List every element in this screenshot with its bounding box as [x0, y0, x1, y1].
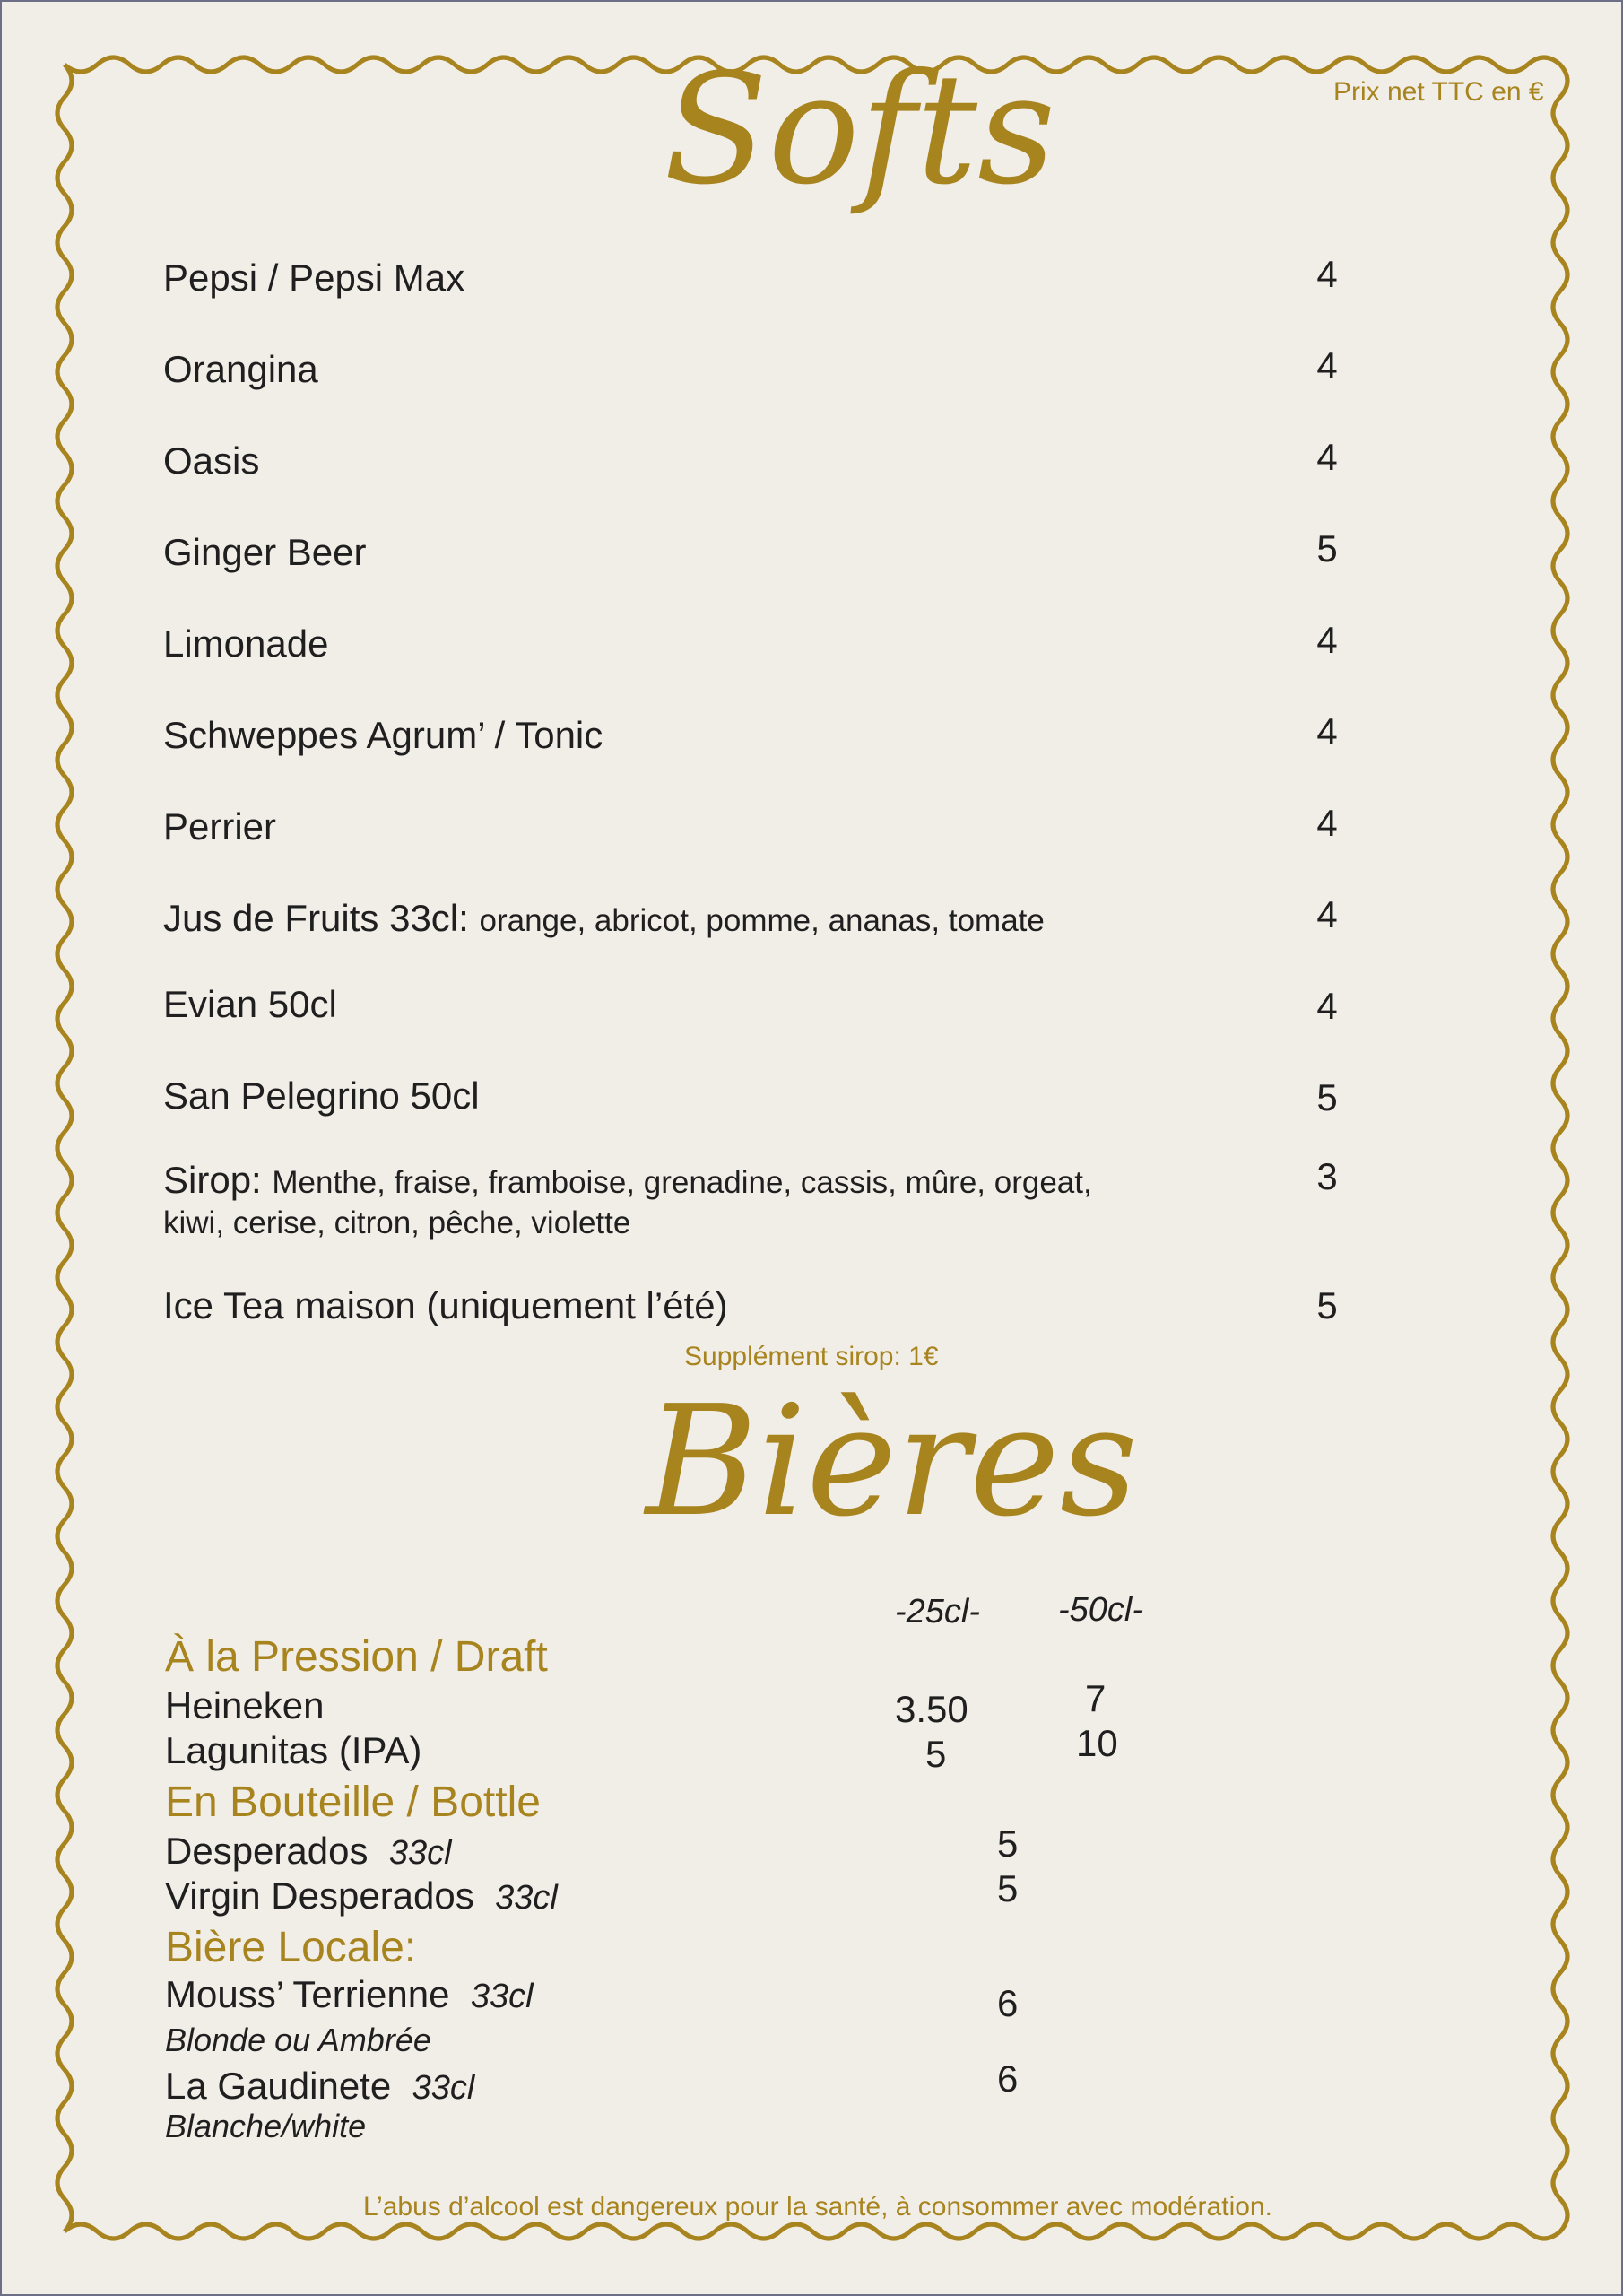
- item-detail-line2: kiwi, cerise, citron, pêche, violette: [163, 1205, 631, 1240]
- list-item: Ginger Beer: [163, 531, 367, 573]
- list-item: Evian 50cl: [163, 983, 337, 1025]
- list-item: Pepsi / Pepsi Max: [163, 257, 465, 299]
- item-price: 3: [1316, 1155, 1338, 1197]
- item-detail: Menthe, fraise, framboise, grenadine, cassis, mûre, orgeat,: [272, 1165, 1092, 1200]
- list-item: Orangina: [163, 348, 318, 390]
- bieres-title: Bières: [646, 1373, 1139, 1551]
- category-heading-draft: À la Pression / Draft: [165, 1633, 548, 1681]
- supplement-note: Supplément sirop: 1€: [684, 1342, 939, 1371]
- beer-price-50cl: 10: [1076, 1722, 1118, 1764]
- item-price: 5: [1316, 527, 1338, 570]
- beer-price-25cl: 3.50: [895, 1688, 968, 1730]
- beer-price-50cl: 7: [1085, 1677, 1107, 1719]
- item-price: 4: [1316, 710, 1338, 752]
- softs-title: Softs: [664, 41, 1056, 219]
- list-item: San Pelegrino 50cl: [163, 1074, 480, 1117]
- item-price: 4: [1316, 619, 1338, 661]
- col-header-25cl: -25cl-: [895, 1593, 981, 1631]
- price-note: Prix net TTC en €: [1333, 77, 1544, 107]
- beer-price: 6: [997, 1982, 1019, 2024]
- list-item: Limonade: [163, 622, 329, 665]
- col-header-50cl: -50cl-: [1058, 1591, 1144, 1629]
- category-heading-local: Bière Locale:: [165, 1924, 417, 1971]
- list-item: Sirop: Menthe, fraise, framboise, grenadine, cassis, mûre, orgeat,: [163, 1159, 1092, 1201]
- list-item: Ice Tea maison (uniquement l’été): [163, 1284, 728, 1326]
- beer-item: La Gaudinete 33cl: [165, 2065, 475, 2107]
- item-price: 4: [1316, 985, 1338, 1027]
- item-price: 4: [1316, 802, 1338, 844]
- beer-name: Lagunitas (IPA): [165, 1729, 422, 1771]
- beer-note: Blonde ou Ambrée: [165, 2022, 431, 2058]
- beer-item: Mouss’ Terrienne 33cl: [165, 1973, 534, 2015]
- list-item: Jus de Fruits 33cl: orange, abricot, pomme, ananas, tomate: [163, 897, 1045, 939]
- item-price: 4: [1316, 344, 1338, 387]
- beer-price-25cl: 5: [925, 1733, 947, 1775]
- beer-price: 5: [997, 1867, 1019, 1909]
- item-price: 5: [1316, 1284, 1338, 1326]
- list-item: Oasis: [163, 439, 260, 482]
- beer-note: Blanche/white: [165, 2108, 367, 2144]
- list-item: Perrier: [163, 805, 277, 848]
- item-detail: orange, abricot, pomme, ananas, tomate: [479, 903, 1045, 938]
- beer-item: Desperados 33cl: [165, 1830, 452, 1872]
- beer-price: 6: [997, 2057, 1019, 2100]
- list-item: Schweppes Agrum’ / Tonic: [163, 714, 603, 756]
- beer-name: Heineken: [165, 1684, 325, 1726]
- item-price: 4: [1316, 253, 1338, 295]
- item-price: 5: [1316, 1076, 1338, 1118]
- beer-item: Virgin Desperados 33cl: [165, 1874, 558, 1917]
- category-heading-bottle: En Bouteille / Bottle: [165, 1779, 541, 1826]
- item-price: 4: [1316, 893, 1338, 935]
- item-price: 4: [1316, 436, 1338, 478]
- beer-price: 5: [997, 1822, 1019, 1865]
- alcohol-warning: L’abus d’alcool est dangereux pour la santé, à consommer avec modération.: [363, 2192, 1272, 2222]
